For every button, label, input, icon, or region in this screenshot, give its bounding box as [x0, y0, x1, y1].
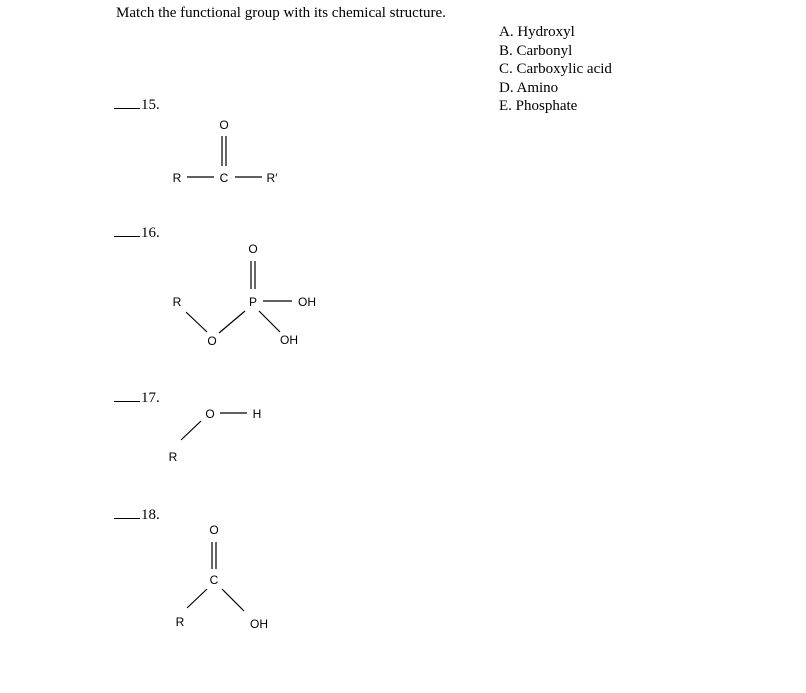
structure-18	[176, 523, 268, 631]
instruction-text: Match the functional group with its chemical structure.	[116, 5, 446, 21]
atom-o: O	[219, 118, 229, 132]
question-number: 18.	[141, 507, 160, 523]
single-bond-line	[186, 312, 207, 332]
option-hydroxyl: A. Hydroxyl	[499, 24, 575, 40]
atom-r: R	[172, 171, 182, 185]
structure-15	[173, 118, 279, 185]
atom-r-prime: R′	[266, 171, 278, 185]
question-number: 17.	[141, 390, 160, 406]
single-bond-line	[181, 421, 201, 440]
atom-o-top: O	[248, 242, 258, 256]
atom-oh: OH	[250, 617, 268, 631]
atom-p: P	[248, 295, 258, 309]
atom-o: O	[209, 523, 219, 537]
atom-r: R	[168, 450, 178, 464]
structure-17	[169, 407, 262, 464]
question-number: 15.	[141, 97, 160, 113]
atom-c: C	[219, 171, 229, 185]
atom-r: R	[175, 615, 185, 629]
atom-oh-right: OH	[298, 295, 316, 309]
atom-oh-bottom: OH	[280, 333, 298, 347]
option-amino: D. Amino	[499, 79, 559, 96]
option-carboxylic-acid: C. Carboxylic acid	[499, 61, 612, 77]
atom-c: C	[209, 573, 219, 587]
single-bond-line	[259, 311, 280, 332]
option-phosphate: E. Phosphate	[499, 98, 578, 114]
single-bond-line	[187, 589, 207, 608]
option-carbonyl: B. Carbonyl	[499, 42, 573, 59]
atom-r: R	[172, 295, 182, 309]
atom-h: H	[252, 407, 262, 421]
structure-16	[173, 242, 316, 348]
question-number: 16.	[141, 225, 160, 241]
single-bond-line	[222, 589, 244, 611]
atom-o-bridge: O	[207, 334, 217, 348]
atom-o: O	[205, 407, 215, 421]
single-bond-line	[219, 311, 245, 333]
